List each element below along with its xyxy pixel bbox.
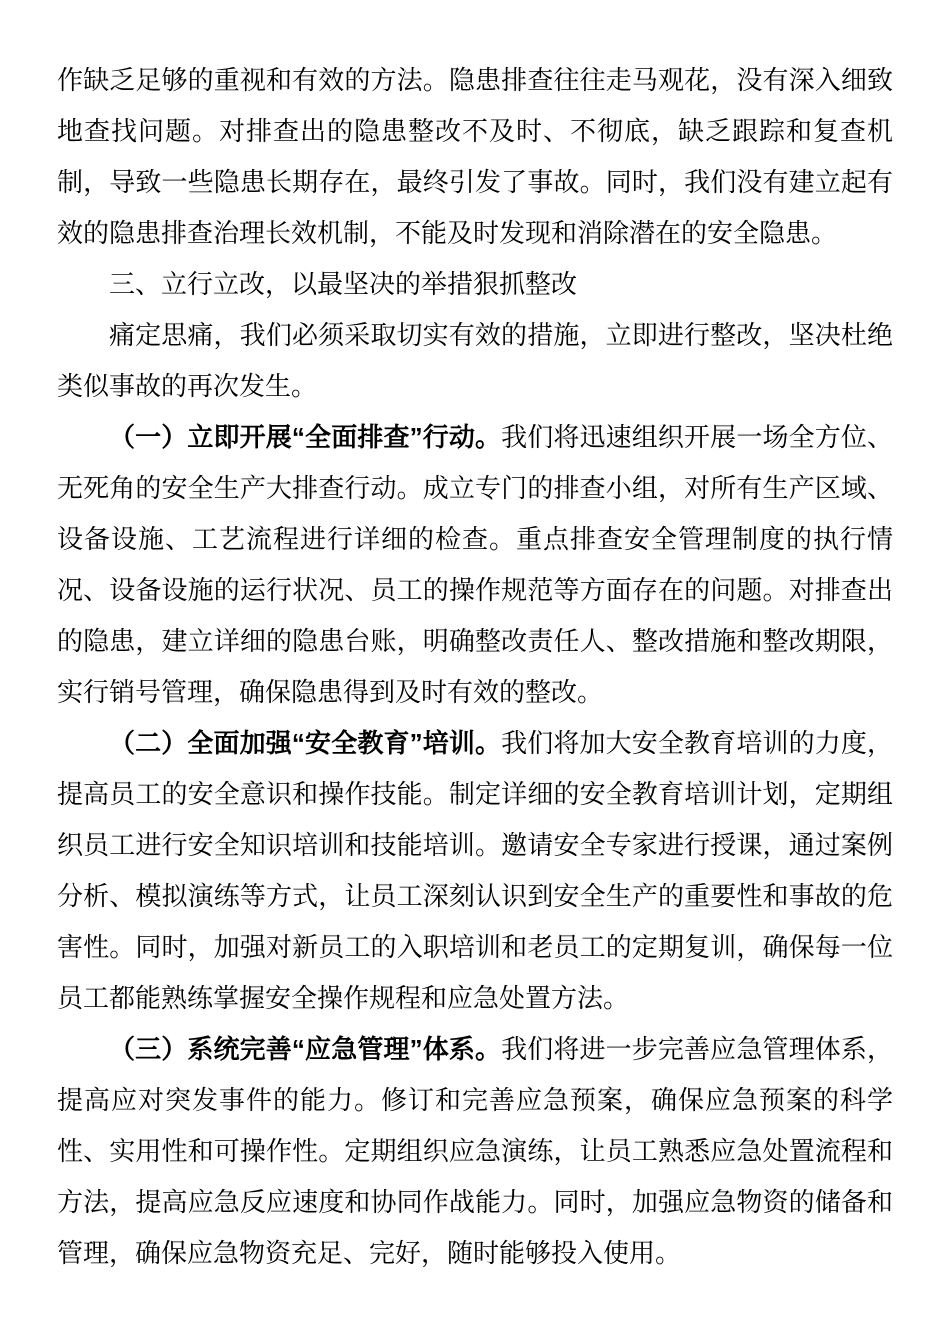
body-paragraph-continuation [57,55,893,259]
paragraph-text: 我们将进一步完善应急管理体系，提高应对突发事件的能力。修订和完善应急预案，确保应急预案的科学性、实用性和可操作性。定期组织应急演练，让员工熟悉应急处置流程和方法，提高应急反应速度和协同作战能力。同时，加强应急物资的储备和管理，确保应急物资充足、完好，随时能够投入使用。 [57,1034,893,1268]
section-heading [57,259,893,310]
body-paragraph-item-3 [57,1024,893,1279]
paragraph-bold-lead: （三）系统完善“应急管理”体系。 [109,1034,502,1064]
paragraph-text: 作缺乏足够的重视和有效的方法。隐患排查往往走马观花，没有深入细致地查找问题。对排查出的隐患整改不及时、不彻底，缺乏跟踪和复查机制，导致一些隐患长期存在，最终引发了事故。同时，我们没有建立起有效的隐患排查治理长效机制，不能及时发现和消除潜在的安全隐患。 [57,65,893,248]
paragraph-bold-lead: （二）全面加强“安全教育”培训。 [109,728,502,758]
document-text-block [57,55,893,1279]
body-paragraph-item-2 [57,718,893,1024]
body-paragraph-item-1 [57,412,893,718]
paragraph-bold-lead: （一）立即开展“全面排查”行动。 [109,422,502,452]
paragraph-text: 痛定思痛，我们必须采取切实有效的措施，立即进行整改，坚决杜绝类似事故的再次发生。 [57,320,893,401]
body-paragraph [57,310,893,412]
paragraph-text: 我们将迅速组织开展一场全方位、无死角的安全生产大排查行动。成立专门的排查小组，对所有生产区域、设备设施、工艺流程进行详细的检查。重点排查安全管理制度的执行情况、设备设施的运行状况、员工的操作规范等方面存在的问题。对排查出的隐患，建立详细的隐患台账，明确整改责任人、整改措施和整改期限，实行销号管理，确保隐患得到及时有效的整改。 [57,422,893,707]
paragraph-text: 三、立行立改，以最坚决的举措狠抓整改 [109,269,578,299]
paragraph-text: 我们将加大安全教育培训的力度，提高员工的安全意识和操作技能。制定详细的安全教育培训计划，定期组织员工进行安全知识培训和技能培训。邀请安全专家进行授课，通过案例分析、模拟演练等方式，让员工深刻认识到安全生产的重要性和事故的危害性。同时，加强对新员工的入职培训和老员工的定期复训，确保每一位员工都能熟练掌握安全操作规程和应急处置方法。 [57,728,893,1013]
